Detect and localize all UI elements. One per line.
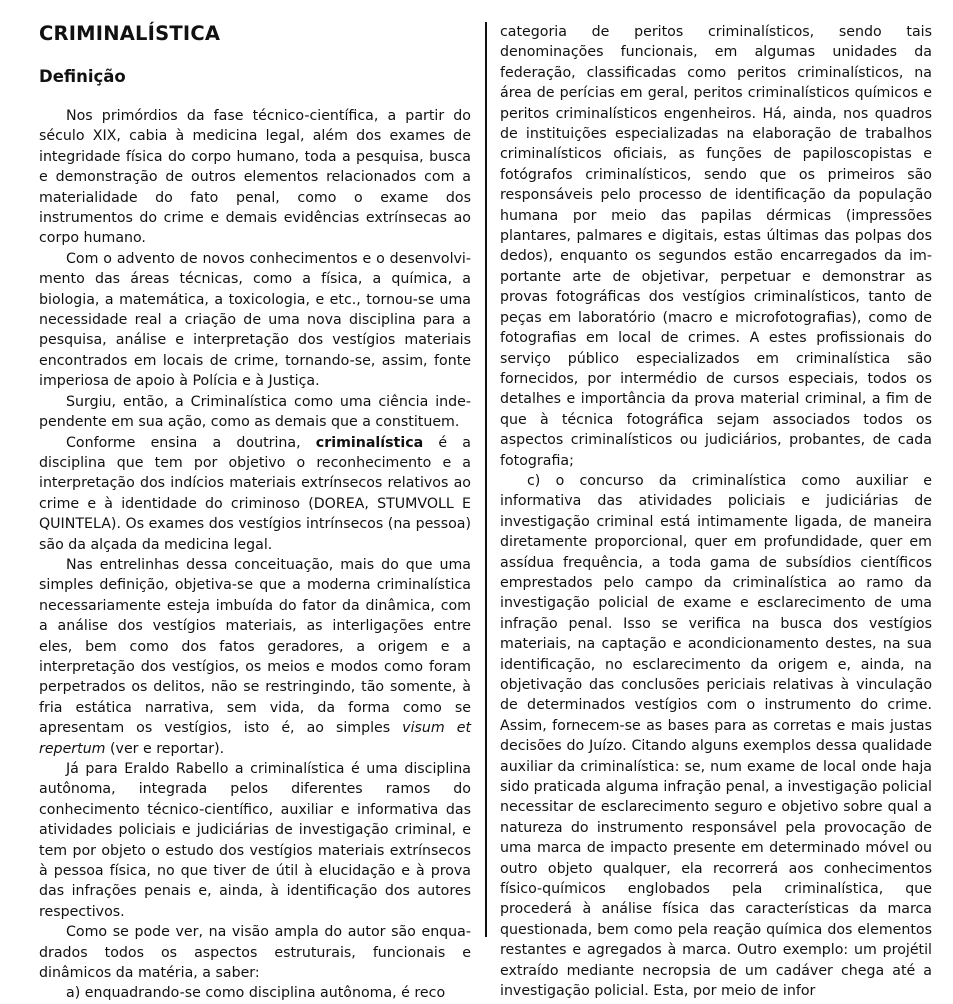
text-run: Nas entrelinhas dessa conceituação, mais do que uma simples definição, objetiva-se que a moderna criminalística necessariamente esteja imbuída do fator da dinâmica, com a análise dos vestígios materiais, as interligações entre eles, bem como dos fatos geradores, a origem e a interpretação dos vestígios, os meios e modos como foram perpetrados os delitos, não se restringindo, tão somente, à fria estática narrativa, sem vida, da forma como se apresentam os vestígios, isto é, ao simples (39, 556, 471, 737)
column-divider (485, 22, 487, 937)
paragraph: Nos primórdios da fase técnico-científica, a partir do século XIX, cabia à medicina legal, além dos exames de integridade física do corpo humano, toda a pesquisa, busca e demonstração de outros elementos relacionados com a materialidade do fato penal, como o exame dos instrumentos do crime e demais evidências extrínsecas ao corpo humano. (39, 108, 471, 247)
chapter-title: CRIMINALÍSTICA (39, 22, 221, 45)
paragraph (39, 555, 471, 759)
paragraph: Como se pode ver, na visão ampla do autor são enquadrados todos os aspectos estruturais, funcionais e dinâmicos da matéria, a saber: (39, 924, 471, 982)
paragraph: Com o advento de novos conhecimentos e o desenvolvimento das áreas técnicas, como a física, a química, a biologia, a matemática, a toxicologia, e etc., tornou-se uma necessidade real a criação de uma nova disciplina para a pesquisa, análise e interpretação dos vestígios materiais encontrados em locais de crime, tornando-se, assim, fonte imperiosa de apoio à Polícia e à Justiça. (39, 250, 471, 390)
text-run: Conforme ensina a doutrina, (66, 434, 316, 451)
paragraph: c) o concurso da criminalística como auxiliar e informativa das atividades policiais e judiciárias de investigação criminal está intimamente ligada, de maneira diretamente proporcional, quer em profundidade, quer em assídua frequência, a toda gama de subsídios científicos emprestados pelo campo da criminalística ao ramo da investigação policial de exame e esclarecimento de uma infração penal. Isso se verifica na busca dos vestígios materiais, na captação e acondicionamento destes, na sua identificação, no esclarecimento da origem e, ainda, na objetivação das conclusões periciais relativas à vinculação de determinados vestígios com o instrumento do crime. Assim, fornecem-se as bases para as corretas e mais justas decisões do Juízo. Citando alguns exemplos dessa qualidade auxiliar da criminalística: se, num exame de local onde haja sido praticada alguma infração penal, a investigação policial necessitar de esclarecimento seguro e objetivo sobre qual a natureza do instrumento responsável pela provocação de uma marca de impacto presente em determinado móvel ou outro objeto qualquer, ela recorrerá aos conhecimentos físico-químicos englobados pela criminalística, que procederá à análise física das características da marca questionada, bem como pela reação química dos elementos restantes e agregados à marca. Outro exemplo: um projétil extraído mediante necropsia de um cadáver chega até a investigação policial. Esta, por meio de infor (500, 472, 932, 1000)
paragraph: categoria de peritos criminalísticos, sendo tais denominações funcionais, em algumas unidades da federação, classificadas como peritos criminalísticos, na área de perícias em geral, peritos criminalísticos químicos e peritos criminalísticos engenheiros. Há, ainda, nos quadros de instituições especializadas na elaboração de trabalhos criminalísticos oficiais, as funções de papiloscopistas e fotógrafos criminalísticos, sendo que os primeiros são responsáveis pelo processo de identificação da população humana por meio das papilas dérmicas (impressões plantares, palmares e digitais, estas últimas das polpas dos dedos), enquanto os segundos estão encarregados da importante arte de objetivar, perpetuar e demonstrar as provas fotográficas dos vestígios criminalísticos, tanto de peças em laboratório (macro e microfotografias), como de fotografias em local de crimes. A estes profissionais do serviço público especializados em criminalística são fornecidos, por intermédio de cursos especiais, todos os detalhes e importância da prova material criminal, a fim de que à técnica fotográfica sejam associados todos os aspectos criminalísticos ou judiciários, probantes, de cada fotografia; (500, 24, 932, 469)
paragraph: a) enquadrando-se como disciplina autônoma, é reco (66, 985, 446, 1002)
italic-term: visum et repertum (39, 720, 472, 757)
paragraph (39, 433, 471, 555)
right-body-text (500, 22, 932, 1002)
paragraph: Já para Eraldo Rabello a criminalística é uma disciplina autônoma, integrada pelos diferentes ramos do conhecimento técnico-científico, auxiliar e informativa das atividades policiais e judiciárias de investigação criminal, e tem por objeto o estudo dos vestígios materiais extrínsecos à pessoa física, no que tiver de útil à elucidação e à prova das infrações penais e, ainda, à identificação dos autores respectivos. (39, 761, 471, 920)
text-run: é a disciplina que tem por objetivo o reconhecimento e a interpretação dos indícios materiais extrínsecos relativos ao crime e à identidade do criminoso (DOREA, STUMVOLL E QUINTELA). Os exames dos vestígios intrínsecos (na pessoa) são da alçada da medicina legal. (39, 434, 471, 553)
bold-term: criminalística (315, 434, 424, 451)
section-heading: Definição (39, 67, 126, 86)
text-run: (ver e reportar). (105, 740, 225, 757)
left-body-text (39, 106, 471, 1003)
paragraph: Surgiu, então, a Criminalística como uma ciência independente em sua ação, como as demais que a constituem. (39, 393, 471, 431)
right-column (500, 22, 932, 1002)
left-column (39, 20, 471, 1003)
